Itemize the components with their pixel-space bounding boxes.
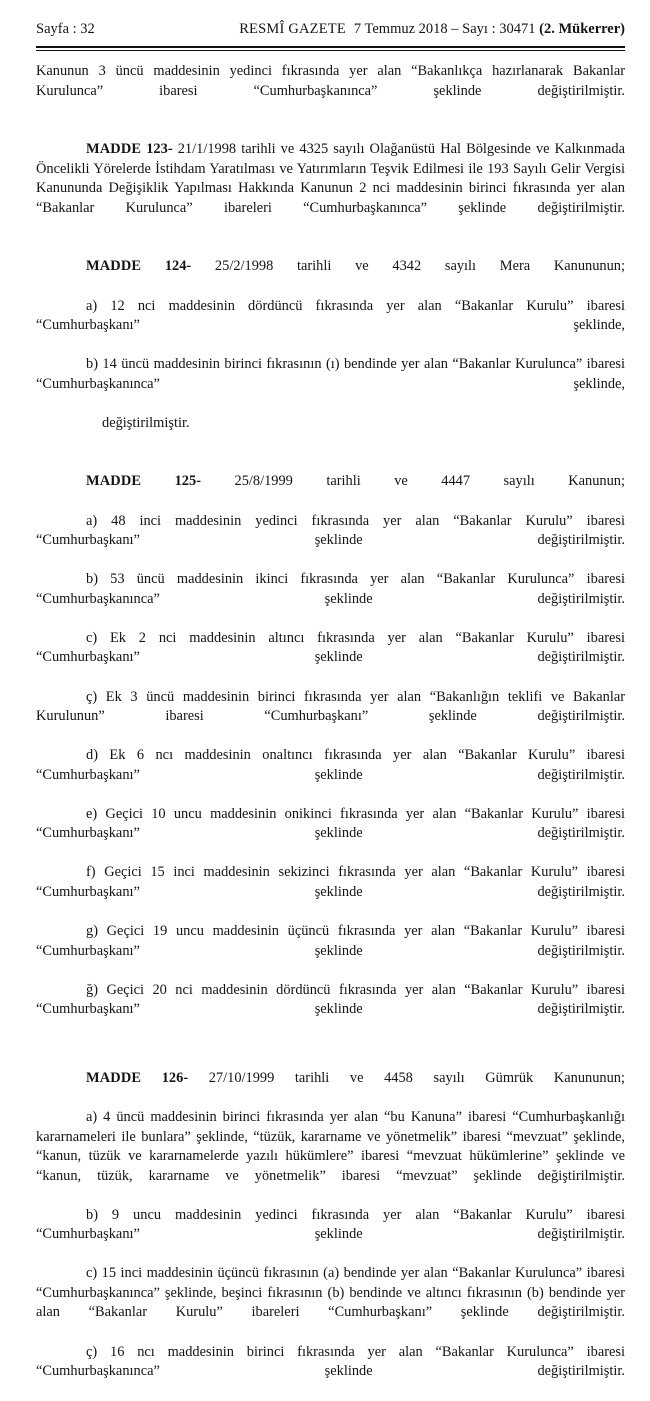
article-item: a) 4 üncü maddesinin birinci fıkrasında yer alan “bu Kanuna” ibaresi “Cumhurbaşkanlığı kararnameleri ile bunlara” şeklinde, “tüzük, kararname ve yönetmelik” ibaresi “mevzuat” şeklinde, “kanun, tüzük ve kararnamelerde yazılı hükümlere” ibaresi “mevzuat hükümlerine” şeklinde ve “kanun, tüzük, kararname ve yönetmelik” ibaresi “mevzuat” şeklinde değiştirilmiştir. [36, 1108, 625, 1184]
madde-number: 124- [164, 258, 192, 275]
madde-label: MADDE [86, 1069, 142, 1086]
article-item: ç) Ek 3 üncü maddesinin birinci fıkrasında yer alan “Bakanlığın teklifi ve Bakanlar Kurulunun” ibaresi “Cumhurbaşkanı” şeklinde değiştirilmiştir. [36, 688, 625, 725]
issue-date-number: 7 Temmuz 2018 – Sayı : 30471 [353, 21, 536, 37]
article-item: f) Geçici 15 inci maddesinin sekizinci fıkrasında yer alan “Bakanlar Kurulu” ibaresi “Cumhurbaşkanı” şeklinde değiştirilmiştir. [36, 864, 625, 900]
article-item: ğ) Geçici 20 nci maddesinin dördüncü fıkrasında yer alan “Bakanlar Kurulu” ibaresi “Cumhurbaşkanı” şeklinde değiştirilmiştir. [36, 981, 625, 1018]
article-item: a) 12 nci maddesinin dördüncü fıkrasında yer alan “Bakanlar Kurulu” ibaresi “Cumhurbaşkanı” şeklinde, [36, 297, 625, 334]
page-number-label: Sayfa : 32 [36, 21, 95, 37]
article-item: g) Geçici 19 uncu maddesinin üçüncü fıkrasında yer alan “Bakanlar Kurulu” ibaresi “Cumhurbaşkanı” şeklinde değiştirilmiştir. [36, 923, 625, 959]
block-spacer [36, 453, 625, 473]
issue-info [354, 22, 625, 37]
madde-label: MADDE [86, 141, 142, 158]
block-spacer-extra [36, 1059, 625, 1069]
article-item: b) 9 uncu maddesinin yedinci fıkrasında yer alan “Bakanlar Kurulu” ibaresi “Cumhurbaşkanı” şeklinde değiştirilmiştir. [36, 1206, 625, 1243]
page-header [36, 22, 625, 42]
madde-number: 125- [174, 473, 201, 490]
gazette-title: RESMÎ GAZETE [239, 21, 346, 37]
madde-lead-text: 25/8/1999 tarihli ve 4447 sayılı Kanunun; [201, 473, 625, 490]
madde-lead-text: 21/1/1998 tarihli ve 4325 sayılı Olağanüstü Hal Bölgesinde ve Kalkınmada Öncelikli Yörelerde İstihdam Yaratılması ve Yatırımların Teşvik Edilmesi ile 193 Sayılı Gelir Vergisi Kanununda Değişiklik Yapılması Hakkında Kanunun 2 nci maddesinin birinci fıkrasında yer alan “Bakanlar Kurulunca” ibareleri “Cumhurbaşkanınca” şeklinde değiştirilmiştir. [36, 141, 625, 216]
article-heading-123 [36, 140, 625, 238]
madde-lead-text: 25/2/1998 tarihli ve 4342 sayılı Mera Kanununun; [191, 258, 625, 275]
article-item: e) Geçici 10 uncu maddesinin onikinci fıkrasında yer alan “Bakanlar Kurulu” ibaresi “Cumhurbaşkanı” şeklinde değiştirilmiştir. [36, 805, 625, 842]
article-item: ç) 16 ncı maddesinin birinci fıkrasında yer alan “Bakanlar Kurulunca” ibaresi “Cumhurbaşkanınca” şeklinde değiştirilmiştir. [36, 1343, 625, 1380]
block-spacer [36, 238, 625, 258]
article-heading-125 [36, 472, 625, 511]
madde-label: MADDE [86, 258, 142, 275]
madde-number: 126- [161, 1069, 189, 1086]
document-body [36, 62, 625, 1401]
block-spacer [36, 1039, 625, 1059]
article-item: c) 15 inci maddesinin üçüncü fıkrasının (a) bendinde yer alan “Bakanlar Kurulunca” ibaresi “Cumhurbaşkanınca” şeklinde, beşinci fıkrasının (b) bendinde ve altıncı fıkrasının (b) bendinde yer alan “Bakanlar Kurulu” ibareleri “Cumhurbaşkanı” şeklinde değiştirilmiştir. [36, 1265, 625, 1321]
article-item: c) Ek 2 nci maddesinin altıncı fıkrasında yer alan “Bakanlar Kurulu” ibaresi “Cumhurbaşkanı” şeklinde değiştirilmiştir. [36, 629, 625, 666]
article-item: b) 53 üncü maddesinin ikinci fıkrasında yer alan “Bakanlar Kurulunca” ibaresi “Cumhurbaşkanınca” şeklinde değiştirilmiştir. [36, 571, 625, 607]
article-item: a) 48 inci maddesinin yedinci fıkrasında yer alan “Bakanlar Kurulu” ibaresi “Cumhurbaşkanı” şeklinde değiştirilmiştir. [36, 512, 625, 549]
article-closing: değiştirilmiştir. [102, 414, 190, 431]
article-heading-124 [36, 257, 625, 296]
block-spacer [36, 121, 625, 141]
divider-thin-line [36, 50, 625, 51]
madde-number: 123- [146, 141, 173, 158]
intro-paragraph: Kanunun 3 üncü maddesinin yedinci fıkrasında yer alan “Bakanlıkça hazırlanarak Bakanlar Kurulunca” ibaresi “Cumhurbaşkanınca” şeklinde değiştirilmiştir. [36, 63, 625, 99]
madde-label: MADDE [86, 473, 142, 490]
mukerrer-label: (2. Mükerrer) [539, 21, 625, 37]
article-item: b) 14 üncü maddesinin birinci fıkrasının (ı) bendinde yer alan “Bakanlar Kurulunca” ibaresi “Cumhurbaşkanınca” şeklinde, [36, 356, 625, 392]
article-item: d) Ek 6 ncı maddesinin onaltıncı fıkrasında yer alan “Bakanlar Kurulu” ibaresi “Cumhurbaşkanı” şeklinde değiştirilmiştir. [36, 747, 625, 783]
madde-lead-text: 27/10/1999 tarihli ve 4458 sayılı Gümrük Kanununun; [188, 1069, 625, 1086]
header-divider [36, 46, 625, 51]
article-heading-126 [36, 1069, 625, 1108]
